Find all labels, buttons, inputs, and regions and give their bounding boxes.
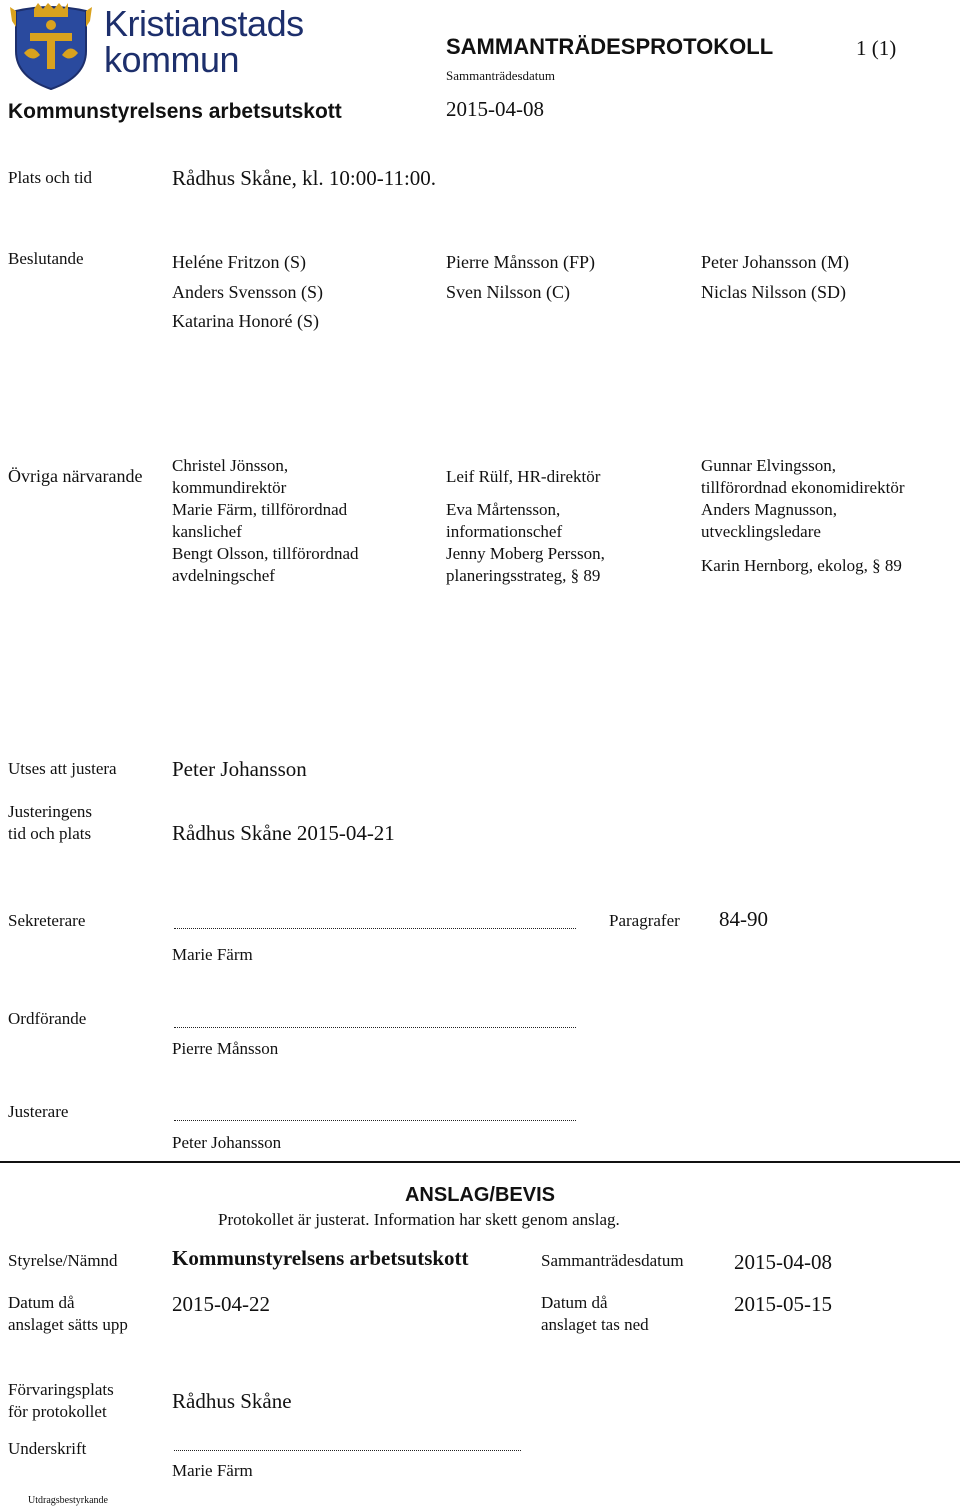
attendee-line: kommundirektör xyxy=(172,478,287,497)
board-value: Kommunstyrelsens arbetsutskott xyxy=(172,1246,469,1270)
chairman-label: Ordförande xyxy=(8,1009,87,1028)
adjuster-sign-label: Justerare xyxy=(8,1102,69,1121)
removed-date-label xyxy=(541,1292,649,1336)
attendee-line: Anders Magnusson, xyxy=(701,500,837,519)
attendee-line: informationschef xyxy=(446,522,563,541)
others-present-col-1 xyxy=(172,455,359,587)
adjuster-label: Utses att justera xyxy=(8,759,117,778)
document-type-title: SAMMANTRÄDESPROTOKOLL xyxy=(446,34,774,59)
member-name: Katarina Honoré (S) xyxy=(172,311,319,331)
others-present-col-3b xyxy=(701,555,902,577)
attendee-line: kanslichef xyxy=(172,522,242,541)
others-present-label: Övriga närvarande xyxy=(8,466,143,486)
member-name: Peter Johansson (M) xyxy=(701,252,849,272)
others-present-col-3a xyxy=(701,455,904,543)
logo-line-1: Kristianstads xyxy=(104,3,304,44)
attendee-line: Marie Färm, tillförordnad xyxy=(172,500,348,519)
section-divider xyxy=(0,1161,960,1163)
storage-value: Rådhus Skåne xyxy=(172,1389,292,1413)
place-time-label: Plats och tid xyxy=(8,168,93,187)
deciding-members-label: Beslutande xyxy=(8,249,84,268)
adjustment-time-place-value: Rådhus Skåne 2015-04-21 xyxy=(172,821,395,845)
attendee-line: Eva Mårtensson, xyxy=(446,500,561,519)
member-name: Niclas Nilsson (SD) xyxy=(701,281,846,302)
board-label: Styrelse/Nämnd xyxy=(8,1251,118,1270)
secretary-label: Sekreterare xyxy=(8,911,86,930)
posted-date-value: 2015-04-22 xyxy=(172,1292,270,1316)
adjuster-sign-name: Peter Johansson xyxy=(172,1133,282,1152)
logo-wordmark xyxy=(104,3,304,80)
adjuster-signature-line xyxy=(174,1120,576,1121)
kristianstad-coat-of-arms-logo xyxy=(10,3,92,91)
attendee-line: Karin Hernborg, ekolog, § 89 xyxy=(701,556,902,575)
attendee-line: Leif Rülf, HR-direktör xyxy=(446,467,601,486)
deciding-members-col-1 xyxy=(172,248,323,337)
notice-title: ANSLAG/BEVIS xyxy=(404,1184,556,1206)
signature-label: Underskrift xyxy=(8,1439,87,1458)
member-name: Pierre Månsson (FP) xyxy=(446,252,595,272)
attendee-line: utvecklingsledare xyxy=(701,522,821,541)
attendee-line: avdelningschef xyxy=(172,566,275,585)
signature-name: Marie Färm xyxy=(172,1461,253,1480)
meeting-date: 2015-04-08 xyxy=(446,97,544,121)
paragraphs-label: Paragrafer xyxy=(609,911,680,930)
notice-meeting-date-label: Sammanträdesdatum xyxy=(541,1251,684,1270)
attendee-line: Bengt Olsson, tillförordnad xyxy=(172,544,359,563)
others-present-col-2a xyxy=(446,466,600,488)
secretary-signature-line xyxy=(174,928,576,929)
attendee-line: tillförordnad ekonomidirektör xyxy=(701,478,905,497)
others-present-col-2b xyxy=(446,499,605,587)
notice-signature-line xyxy=(174,1450,521,1451)
secretary-name: Marie Färm xyxy=(172,945,253,964)
label-line: anslaget tas ned xyxy=(541,1315,649,1334)
logo-line-2: kommun xyxy=(104,39,240,80)
notice-subtitle: Protokollet är justerat. Information har skett genom anslag. xyxy=(218,1210,620,1229)
page-number: 1 (1) xyxy=(856,36,897,60)
label-line: tid och plats xyxy=(8,824,92,843)
posted-date-label xyxy=(8,1292,128,1336)
adjustment-time-place-label xyxy=(8,801,92,845)
place-time-value: Rådhus Skåne, kl. 10:00-11:00. xyxy=(172,166,437,190)
notice-meeting-date-value: 2015-04-08 xyxy=(734,1250,832,1274)
label-line: för protokollet xyxy=(8,1402,107,1421)
extract-certification-label: Utdragsbestyrkande xyxy=(28,1495,108,1506)
chairman-signature-line xyxy=(174,1027,576,1028)
deciding-members-col-3 xyxy=(701,248,849,307)
member-name: Anders Svensson (S) xyxy=(172,281,323,302)
member-name: Sven Nilsson (C) xyxy=(446,281,571,302)
removed-date-value: 2015-05-15 xyxy=(734,1292,832,1316)
meeting-date-label: Sammanträdesdatum xyxy=(446,68,556,83)
label-line: anslaget sätts upp xyxy=(8,1315,128,1334)
member-name: Heléne Fritzon (S) xyxy=(172,252,306,272)
adjuster-value: Peter Johansson xyxy=(172,757,307,781)
storage-label xyxy=(8,1379,114,1423)
label-line: Förvaringsplats xyxy=(8,1380,114,1399)
attendee-line: planeringsstrateg, § 89 xyxy=(446,566,601,585)
attendee-line: Christel Jönsson, xyxy=(172,456,289,475)
committee-name: Kommunstyrelsens arbetsutskott xyxy=(8,100,342,123)
attendee-line: Gunnar Elvingsson, xyxy=(701,456,837,475)
paragraphs-value: 84-90 xyxy=(719,907,768,931)
label-line: Datum då xyxy=(8,1293,75,1312)
deciding-members-col-2 xyxy=(446,248,595,307)
label-line: Justeringens xyxy=(8,802,93,821)
chairman-name: Pierre Månsson xyxy=(172,1039,279,1058)
label-line: Datum då xyxy=(541,1293,608,1312)
attendee-line: Jenny Moberg Persson, xyxy=(446,544,605,563)
